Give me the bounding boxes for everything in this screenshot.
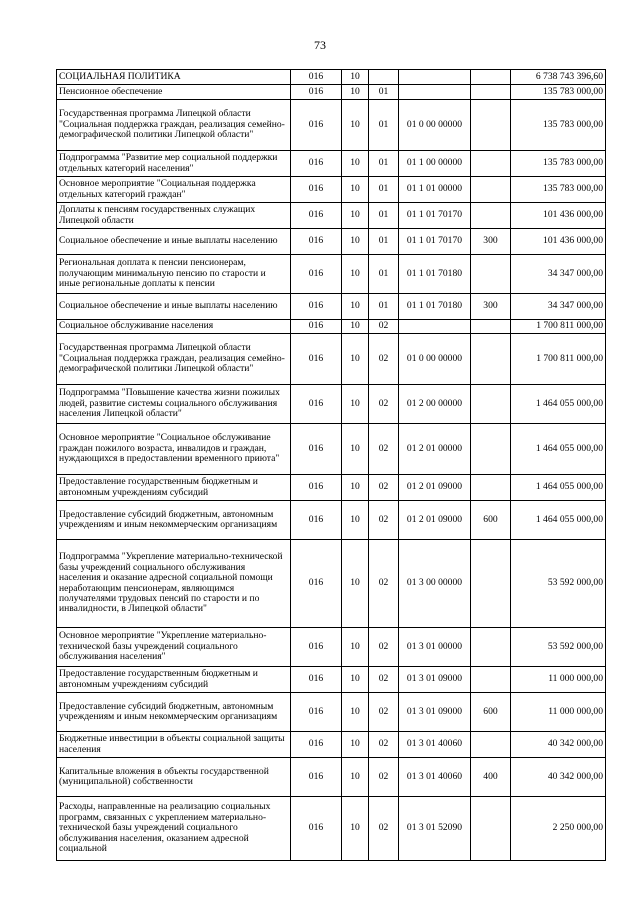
table-row — [57, 294, 606, 320]
table-row — [57, 424, 606, 475]
row-ved: 016 — [291, 732, 342, 758]
row-pr: 01 — [369, 255, 399, 294]
row-sum: 135 783 000,00 — [511, 100, 606, 151]
table-row — [57, 334, 606, 385]
row-name: Социальное обеспечение и иные выплаты населению — [57, 294, 291, 320]
row-name: СОЦИАЛЬНАЯ ПОЛИТИКА — [57, 70, 291, 85]
row-name: Пенсионное обеспечение — [57, 85, 291, 100]
row-pr: 02 — [369, 424, 399, 475]
row-rz: 10 — [342, 475, 369, 501]
row-pr: 01 — [369, 203, 399, 229]
row-vr — [471, 203, 511, 229]
table-row — [57, 203, 606, 229]
row-csr: 01 1 01 70170 — [399, 229, 471, 255]
row-csr — [399, 320, 471, 334]
row-vr — [471, 85, 511, 100]
row-ved: 016 — [291, 177, 342, 203]
row-vr — [471, 732, 511, 758]
table-row — [57, 85, 606, 100]
row-csr: 01 3 01 00000 — [399, 628, 471, 667]
row-vr — [471, 475, 511, 501]
row-name: Бюджетные инвестиции в объекты социальной защиты населения — [57, 732, 291, 758]
row-rz: 10 — [342, 628, 369, 667]
row-vr — [471, 70, 511, 85]
row-rz: 10 — [342, 294, 369, 320]
row-name: Предоставление субсидий бюджетным, автономным учреждениям и иным некоммерческим организациям — [57, 693, 291, 732]
row-name: Региональная доплата к пенсии пенсионерам, получающим минимальную пенсию по старости и иные региональные доплаты к пенсии — [57, 255, 291, 294]
row-ved: 016 — [291, 797, 342, 861]
row-sum: 1 464 055 000,00 — [511, 385, 606, 424]
row-name: Подпрограмма "Повышение качества жизни пожилых людей, развитие системы социального обслуживания населения Липецкой области" — [57, 385, 291, 424]
row-rz: 10 — [342, 385, 369, 424]
row-vr: 600 — [471, 693, 511, 732]
row-sum: 1 464 055 000,00 — [511, 475, 606, 501]
table-row — [57, 70, 606, 85]
row-vr — [471, 255, 511, 294]
row-csr: 01 3 01 09000 — [399, 693, 471, 732]
row-csr — [399, 70, 471, 85]
row-rz: 10 — [342, 693, 369, 732]
row-sum: 40 342 000,00 — [511, 758, 606, 797]
row-vr — [471, 334, 511, 385]
row-sum: 34 347 000,00 — [511, 255, 606, 294]
row-pr: 02 — [369, 693, 399, 732]
row-sum: 6 738 743 396,60 — [511, 70, 606, 85]
row-sum: 11 000 000,00 — [511, 667, 606, 693]
row-rz: 10 — [342, 758, 369, 797]
row-rz: 10 — [342, 229, 369, 255]
row-rz: 10 — [342, 334, 369, 385]
table-row — [57, 100, 606, 151]
row-name: Подпрограмма "Укрепление материально-технической базы учреждений социального обслуживания населения и оказание адресной социальной помощи неработающим пенсионерам, являющимся получателями трудовых пенсий по старости и по инвалидности, в Липецкой области" — [57, 540, 291, 628]
row-ved: 016 — [291, 693, 342, 732]
row-rz: 10 — [342, 151, 369, 177]
row-ved: 016 — [291, 85, 342, 100]
row-csr: 01 3 01 40060 — [399, 732, 471, 758]
row-name: Государственная программа Липецкой области "Социальная поддержка граждан, реализация семейно-демографической политики Липецкой области" — [57, 100, 291, 151]
table-row — [57, 501, 606, 540]
row-pr — [369, 70, 399, 85]
row-rz: 10 — [342, 85, 369, 100]
row-csr: 01 1 01 70170 — [399, 203, 471, 229]
row-csr: 01 2 00 00000 — [399, 385, 471, 424]
row-vr — [471, 385, 511, 424]
row-vr — [471, 628, 511, 667]
row-vr — [471, 177, 511, 203]
row-pr: 01 — [369, 177, 399, 203]
row-ved: 016 — [291, 628, 342, 667]
row-sum: 135 783 000,00 — [511, 151, 606, 177]
row-csr: 01 1 01 00000 — [399, 177, 471, 203]
row-rz: 10 — [342, 667, 369, 693]
row-csr: 01 1 01 70180 — [399, 294, 471, 320]
row-csr: 01 3 00 00000 — [399, 540, 471, 628]
row-pr: 01 — [369, 151, 399, 177]
table-row — [57, 628, 606, 667]
row-vr — [471, 797, 511, 861]
row-name: Социальное обслуживание населения — [57, 320, 291, 334]
row-pr: 01 — [369, 229, 399, 255]
row-csr: 01 3 01 52090 — [399, 797, 471, 861]
row-rz: 10 — [342, 540, 369, 628]
row-csr: 01 3 01 09000 — [399, 667, 471, 693]
row-ved: 016 — [291, 320, 342, 334]
row-pr: 01 — [369, 85, 399, 100]
row-pr: 02 — [369, 501, 399, 540]
row-ved: 016 — [291, 540, 342, 628]
table-row — [57, 177, 606, 203]
row-name: Основное мероприятие "Социальная поддержка отдельных категорий граждан" — [57, 177, 291, 203]
row-rz: 10 — [342, 255, 369, 294]
row-csr — [399, 85, 471, 100]
row-ved: 016 — [291, 203, 342, 229]
row-name: Предоставление государственным бюджетным и автономным учреждениям субсидий — [57, 667, 291, 693]
table-row — [57, 540, 606, 628]
row-name: Расходы, направленные на реализацию социальных программ, связанных с укреплением материально-технической базы учреждений социального обслуживания населения, оказанием адресной социальной — [57, 797, 291, 861]
table-row — [57, 693, 606, 732]
row-pr: 02 — [369, 758, 399, 797]
row-ved: 016 — [291, 475, 342, 501]
budget-table-body — [57, 70, 606, 861]
row-rz: 10 — [342, 797, 369, 861]
table-row — [57, 151, 606, 177]
row-ved: 016 — [291, 667, 342, 693]
row-name: Основное мероприятие "Социальное обслуживание граждан пожилого возраста, инвалидов и граждан, нуждающихся в предоставлении временного приюта" — [57, 424, 291, 475]
row-ved: 016 — [291, 100, 342, 151]
table-row — [57, 255, 606, 294]
row-name: Основное мероприятие "Укрепление материально-технической базы учреждений социального обслуживания населения" — [57, 628, 291, 667]
row-ved: 016 — [291, 758, 342, 797]
row-sum: 1 464 055 000,00 — [511, 501, 606, 540]
table-row — [57, 732, 606, 758]
row-ved: 016 — [291, 151, 342, 177]
row-name: Социальное обеспечение и иные выплаты населению — [57, 229, 291, 255]
row-sum: 53 592 000,00 — [511, 628, 606, 667]
row-ved: 016 — [291, 294, 342, 320]
row-pr: 02 — [369, 797, 399, 861]
row-rz: 10 — [342, 320, 369, 334]
row-rz: 10 — [342, 501, 369, 540]
row-pr: 01 — [369, 294, 399, 320]
table-row — [57, 229, 606, 255]
row-vr — [471, 100, 511, 151]
budget-table — [56, 69, 606, 861]
row-pr: 02 — [369, 320, 399, 334]
row-rz: 10 — [342, 424, 369, 475]
row-pr: 02 — [369, 667, 399, 693]
row-pr: 02 — [369, 475, 399, 501]
row-csr: 01 2 01 09000 — [399, 501, 471, 540]
row-sum: 135 783 000,00 — [511, 85, 606, 100]
row-vr: 400 — [471, 758, 511, 797]
row-ved: 016 — [291, 255, 342, 294]
row-sum: 1 464 055 000,00 — [511, 424, 606, 475]
row-sum: 101 436 000,00 — [511, 203, 606, 229]
row-csr: 01 3 01 40060 — [399, 758, 471, 797]
row-name: Государственная программа Липецкой области "Социальная поддержка граждан, реализация семейно-демографической политики Липецкой области" — [57, 334, 291, 385]
row-pr: 01 — [369, 100, 399, 151]
table-row — [57, 758, 606, 797]
row-sum: 101 436 000,00 — [511, 229, 606, 255]
row-pr: 02 — [369, 334, 399, 385]
table-row — [57, 797, 606, 861]
table-row — [57, 320, 606, 334]
row-name: Доплаты к пенсиям государственных служащих Липецкой области — [57, 203, 291, 229]
table-row — [57, 475, 606, 501]
row-ved: 016 — [291, 229, 342, 255]
row-csr: 01 0 00 00000 — [399, 100, 471, 151]
page-number: 73 — [314, 38, 326, 52]
row-rz: 10 — [342, 100, 369, 151]
row-name: Подпрограмма "Развитие мер социальной поддержки отдельных категорий населения" — [57, 151, 291, 177]
row-vr: 300 — [471, 294, 511, 320]
row-sum: 11 000 000,00 — [511, 693, 606, 732]
row-name: Капитальные вложения в объекты государственной (муниципальной) собственности — [57, 758, 291, 797]
row-vr — [471, 540, 511, 628]
row-pr: 02 — [369, 732, 399, 758]
row-name: Предоставление субсидий бюджетным, автономным учреждениям и иным некоммерческим организациям — [57, 501, 291, 540]
row-ved: 016 — [291, 501, 342, 540]
row-name: Предоставление государственным бюджетным и автономным учреждениям субсидий — [57, 475, 291, 501]
row-rz: 10 — [342, 70, 369, 85]
row-rz: 10 — [342, 732, 369, 758]
row-csr: 01 2 01 00000 — [399, 424, 471, 475]
row-sum: 53 592 000,00 — [511, 540, 606, 628]
row-csr: 01 0 00 00000 — [399, 334, 471, 385]
row-csr: 01 1 00 00000 — [399, 151, 471, 177]
row-sum: 1 700 811 000,00 — [511, 334, 606, 385]
row-ved: 016 — [291, 70, 342, 85]
row-ved: 016 — [291, 334, 342, 385]
row-sum: 135 783 000,00 — [511, 177, 606, 203]
row-sum: 34 347 000,00 — [511, 294, 606, 320]
row-vr: 600 — [471, 501, 511, 540]
row-vr — [471, 667, 511, 693]
row-vr — [471, 151, 511, 177]
row-pr: 02 — [369, 540, 399, 628]
table-row — [57, 385, 606, 424]
row-vr — [471, 424, 511, 475]
row-sum: 2 250 000,00 — [511, 797, 606, 861]
row-sum: 1 700 811 000,00 — [511, 320, 606, 334]
row-vr — [471, 320, 511, 334]
row-csr: 01 1 01 70180 — [399, 255, 471, 294]
row-pr: 02 — [369, 628, 399, 667]
row-csr: 01 2 01 09000 — [399, 475, 471, 501]
row-ved: 016 — [291, 424, 342, 475]
row-pr: 02 — [369, 385, 399, 424]
row-sum: 40 342 000,00 — [511, 732, 606, 758]
row-ved: 016 — [291, 385, 342, 424]
row-vr: 300 — [471, 229, 511, 255]
table-row — [57, 667, 606, 693]
row-rz: 10 — [342, 177, 369, 203]
row-rz: 10 — [342, 203, 369, 229]
